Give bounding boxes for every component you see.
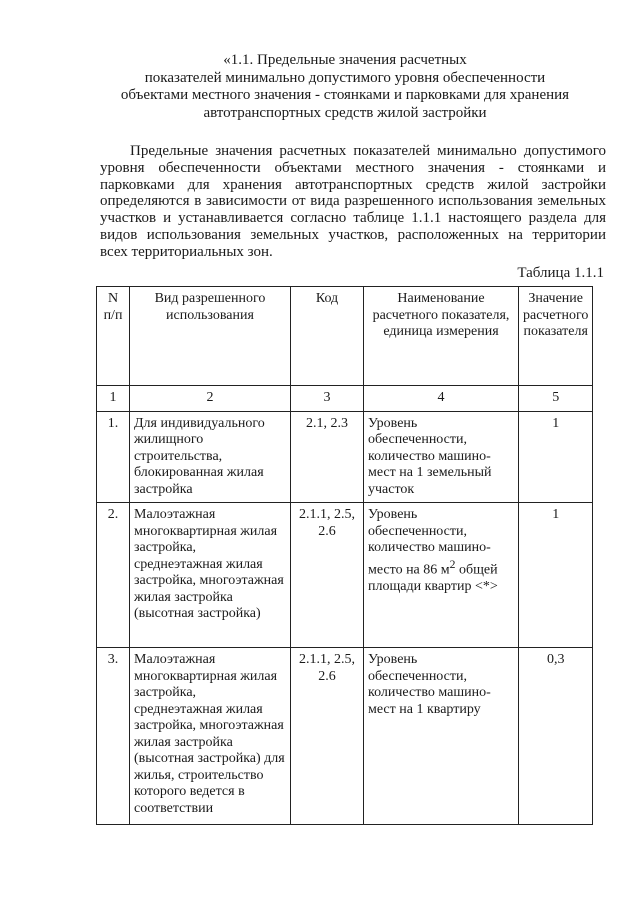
value-cell: 0,3 [519,648,593,825]
column-number: 2 [130,386,291,412]
row-number: 2. [97,503,130,648]
superscript-exponent: 2 [449,557,456,571]
column-number: 4 [364,386,519,412]
indicator-text: Уровень обеспеченности, количество машино-место на 86 м [368,507,491,578]
column-number: 1 [97,386,130,412]
code-cell: 2.1, 2.3 [291,411,364,503]
intro-line: видов использования земельных участков, расположенных на территории [100,226,606,243]
intro-line: Предельные значения расчетных показателей минимально допустимого [130,143,606,159]
table-caption: Таблица 1.1.1 [517,265,604,281]
intro-line: уровня обеспеченности объектами местного значения - стоянками и [100,159,606,176]
header-indicator: Наименование расчетного показателя, единица измерения [364,287,519,386]
title-line: показателей минимально допустимого уровня обеспеченности [144,69,546,86]
title-line: объектами местного значения - стоянками и парковками для хранения [120,87,570,103]
code-cell: 2.1.1, 2.5, 2.6 [291,503,364,648]
row-number: 3. [97,648,130,825]
use-type-cell: Малоэтажная многоквартирная жилая застройка, среднеэтажная жилая застройка, многоэтажная жилая застройка (высотная застройка) [130,503,291,648]
value-cell: 1 [519,503,593,648]
indicator-cell: Уровень обеспеченности, количество машино-мест на 1 квартиру [364,648,519,825]
column-number: 3 [291,386,364,412]
header-number: N п/п [97,287,130,386]
indicator-cell [364,503,519,648]
table-row [97,503,593,648]
standards-table [96,286,593,825]
header-code: Код [291,287,364,386]
title-line: «1.1. Предельные значения расчетных [223,52,467,68]
column-number-row [97,386,593,412]
indicator-cell: Уровень обеспеченности, количество машино-мест на 1 земельный участок [364,411,519,503]
indicator-text-tail: общей площади квартир <*> [368,562,498,594]
column-number: 5 [519,386,593,412]
table-row [97,648,593,825]
intro-line: парковками для хранения автотранспортных средств жилой застройки [100,176,606,193]
section-title [100,52,590,122]
intro-line: определяются в зависимости от вида разрешенного использования земельных [100,193,606,210]
title-line: автотранспортных средств жилой застройки [203,104,487,121]
intro-paragraph [100,143,606,261]
use-type-cell: Для индивидуального жилищного строительства, блокированная жилая застройка [130,411,291,503]
use-type-cell: Малоэтажная многоквартирная жилая застройка, среднеэтажная жилая застройка, многоэтажная жилая застройка (высотная застройка) для жилья, строительство которого ведется в соответствии [130,648,291,825]
table-header-row [97,287,593,386]
header-value: Значение расчетного показателя [519,287,593,386]
code-cell: 2.1.1, 2.5, 2.6 [291,648,364,825]
value-cell: 1 [519,411,593,503]
header-use-type: Вид разрешенного использования [130,287,291,386]
table-row [97,411,593,503]
row-number: 1. [97,411,130,503]
intro-line: участков и устанавливается согласно таблице 1.1.1 настоящего раздела для [100,210,606,227]
intro-line: всех территориальных зон. [100,243,273,260]
